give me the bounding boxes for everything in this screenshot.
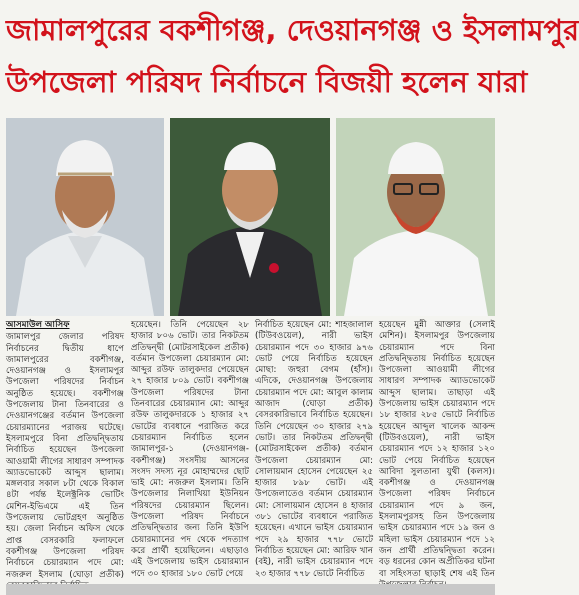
portrait-center-illustration bbox=[170, 118, 330, 316]
adjacent-content-strip bbox=[6, 584, 495, 595]
article-column-3-text: নির্বাচিত হয়েছেন মো: শাহজালাল (টিউবওয়েল), নারী ভাইস চেয়ারম্যান পদে ৩০ হাজার ৯৭৬ ভোট পেয়ে নির্বাচিত হয়েছেন মোছা: জহুরা বেগম (হাঁস)। এদিকে, দেওয়ানগঞ্জ উপজেলায় চেয়ারম্যান পদে মো: আবুল কালাম আজাদ (ঘোড়া প্রতীক) বেসরকারিভাবে নির্বাচিত হয়েছেন। তিনি পেয়েছেন ৩০ হাজার ২৭৯ ভোট। তার নিকটতম প্রতিদ্বন্দ্বী (মোটরসাইকেল প্রতীক) বর্তমান উপজেলা চেয়ারম্যান মো: সোলায়মান হোসেন পেয়েছেন ২৫ হাজার ৮৯৮ ভোট। এই উপজেলাতেও বর্তমান চেয়ারম্যান মো: সোলায়মান হোসেন ৪ হাজার ৩৮১ ভোটের ব্যবধানে পরাজিত হয়েছেন। এখানে ভাইস চেয়ারম্যান পদে ২৯ হাজার ৭৭৮ ভোটে নির্বাচিত হয়েছেন মো: আরিফ খান (বই), নারী ভাইস চেয়ারম্যান পদে ২৩ হাজার ৭৭৮ ভোটে নির্বাচিত bbox=[255, 320, 373, 579]
portrait-photo-center bbox=[170, 118, 330, 316]
portrait-photo-left bbox=[6, 118, 164, 316]
article-column-1-text: জামালপুর জেলার পরিষদ নির্বাচনের দ্বিতীয় ধাপে জামালপুরের বকশীগঞ্জ, দেওয়ানগঞ্জ ও ইসলামপুর উপজেলা পরিষদের নির্বাচন অনুষ্ঠিত হয়েছে। বকশীগঞ্জ উপজেলায় টানা তিনবারের ও দেওয়ানগঞ্জের বর্তমান উপজেলা চেয়ারম্যানের পরাজয় ঘটেছে। ইসলামপুরে বিনা প্রতিদ্বন্দ্বিতায় নির্বাচিত হয়েছেন উপজেলা আওয়ামী লীগের সাধারণ সম্পাদক অ্যাডভোকেট আব্দুস ছালাম। মঙ্গলবার সকাল ৮টা থেকে বিকাল ৪টা পর্যন্ত ইলেক্ট্রনিক ভোটিং মেশিন-ইভিএমে এই তিন উপজেলায় ভোটগ্রহণ অনুষ্ঠিত হয়। জেলা নির্বাচন অফিস থেকে প্রাপ্ত বেসরকারি ফলাফলে বকশীগঞ্জ উপজেলা পরিষদ নির্বাচনে চেয়ারম্যান পদে মো: নজরুল ইসলাম (ঘোড়া প্রতীক) bbox=[6, 332, 124, 580]
portrait-left-illustration bbox=[6, 118, 164, 316]
article-column-4 bbox=[379, 320, 495, 582]
article-column-2 bbox=[131, 320, 249, 582]
portrait-photo-right bbox=[336, 118, 495, 316]
photo-row bbox=[6, 118, 495, 316]
article-column-1 bbox=[6, 320, 124, 582]
article-column-3 bbox=[255, 320, 373, 582]
headline bbox=[0, 0, 579, 112]
portrait-right-illustration bbox=[336, 118, 495, 316]
article-column-2-text: হয়েছেন। তিনি পেয়েছেন ২৮ হাজার ৮০৬ ভোট। তার নিকটতম প্রতিদ্বন্দ্বী (মোটরসাইকেল প্রতীক) বর্তমান উপজেলা চেয়ারম্যান মো: আব্দুর রউফ তালুকদার পেয়েছেন ২৭ হাজার ৮০৯ ভোট। বকশীগঞ্জ উপজেলা পরিষদের টানা তিনবারের চেয়ারম্যান মো: আব্দুর রউফ তালুকদারকে ১ হাজার ২৭ ভোটের ব্যবধানে পরাজিত করে চেয়ারম্যান নির্বাচিত হলেন জামালপুর-১ (দেওয়ানগঞ্জ-বকশীগঞ্জ) সংসদীয় আসনের সংসদ সদস্য নূর মোহাম্মদের ছোট ভাই মো: নজরুল ইসলাম। তিনি উপজেলার নিলাখিয়া ইউনিয়ন পরিষদের চেয়ারম্যান ছিলেন। উপজেলা পরিষদ নির্বাচনে প্রতিদ্বন্দ্বিতার জন্য তিনি ইউপি চেয়ারম্যানের পদ থেকে পদত্যাগ করে প্রার্থী হয়েছিলেন। এছাড়াও এই উপজেলায় ভাইস চেয়ারম্যান পদে ৩০ হাজার ১৮০ ভোট পেয়ে bbox=[131, 320, 249, 579]
article-body bbox=[6, 320, 495, 582]
byline: আসমাউল আসিফ bbox=[6, 320, 70, 330]
headline-line-2: উপজেলা পরিষদ নির্বাচনে বিজয়ী হলেন যারা bbox=[6, 65, 528, 99]
headline-line-1: জামালপুরের বকশীগঞ্জ, দেওয়ানগঞ্জ ও ইসলামপুর bbox=[6, 13, 579, 47]
article-column-4-text: হয়েছেন মুন্নী আক্তার (সেলাই মেশিন)। ইসলামপুর উপজেলায় চেয়ারম্যান পদে বিনা প্রতিদ্বন্দ্বিতায় নির্বাচিত হয়েছেন উপজেলা আওয়ামী লীগের সাধারণ সম্পাদক অ্যাডভোকেট আব্দুস ছালাম। তাছাড়া এই উপজেলায় ভাইস চেয়ারম্যান পদে ১৮ হাজার ২৮৫ ভোটে নির্বাচিত হয়েছেন আব্দুল খালেক আকন্দ (টিউবওয়েল), নারী ভাইস চেয়ারম্যান পদে ১২ হাজার ১২০ ভোট পেয়ে নির্বাচিত হয়েছেন আবিদা সুলতানা যুথী (কলস)। বকশীগঞ্জ ও দেওয়ানগঞ্জ উপজেলা পরিষদ নির্বাচনে চেয়ারম্যান পদে ৯ জন, ইসলামপুরসহ তিন উপজেলায় ভাইস চেয়ারম্যান পদে ১৯ জন ও মহিলা ভাইস চেয়ারম্যান পদে ১২ জন প্রার্থী প্রতিদ্বন্দ্বিতা করেন। বড় ধরনের কোন অপ্রীতিকর ঘটনা বা সহিংসতা ছাড়াই শেষ এই তিন bbox=[379, 320, 495, 579]
